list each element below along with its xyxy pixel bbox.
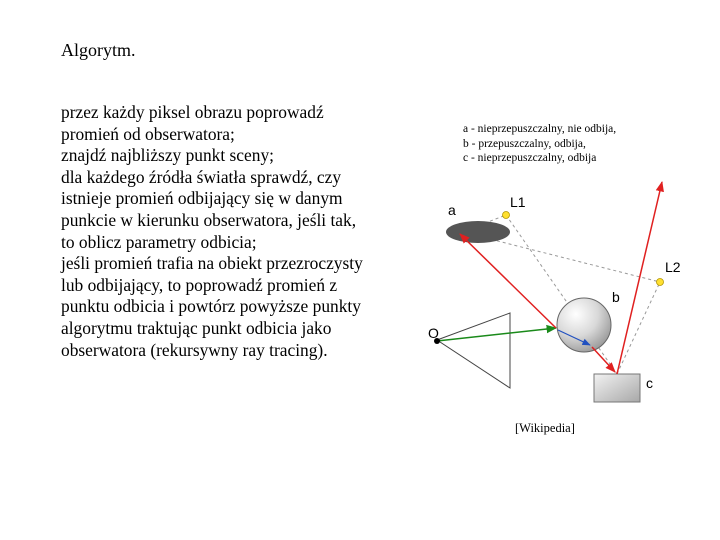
secondary-ray-to-c <box>592 347 615 372</box>
step-1-line-2: promień od obserwatora; <box>61 123 235 144</box>
reflected-ray-from-c <box>617 182 662 374</box>
source-citation: [Wikipedia] <box>515 421 575 435</box>
slide-title: Algorytm. <box>61 40 136 60</box>
label-c: c <box>646 375 653 391</box>
object-b-sphere <box>557 298 611 352</box>
step-3-line-4: to oblicz parametry odbicia; <box>61 231 257 252</box>
step-1-line-1: przez każdy piksel obrazu poprowadź <box>61 102 324 122</box>
primary-ray <box>437 328 556 341</box>
label-l1: L1 <box>510 194 526 210</box>
step-3-line-2: istnieje promień odbijający się w danym <box>61 188 343 209</box>
label-o: O <box>428 325 439 341</box>
label-b: b <box>612 289 620 305</box>
step-4-line-4: algorytmu traktując punkt odbicia jako <box>61 317 332 338</box>
step-2-line-1: znajdź najbliższy punkt sceny; <box>61 145 274 166</box>
step-4-line-1: jeśli promień trafia na obiekt przezroczysty <box>61 253 363 274</box>
shadow-ray-c-l2 <box>617 282 660 374</box>
step-3-line-1: dla każdego źródła światła sprawdź, czy <box>61 166 342 187</box>
step-4-line-2: lub odbijający, to poprowadź promień z <box>61 274 338 295</box>
light-source-l2 <box>657 279 664 286</box>
object-c-block <box>594 374 640 402</box>
step-4-line-3: punktu odbicia i powtórz powyższe punkty <box>61 296 361 317</box>
object-a-disc <box>446 221 510 243</box>
view-frustum <box>437 313 510 388</box>
label-a: a <box>448 202 456 218</box>
step-4-line-5: obserwatora (rekursywny ray tracing). <box>61 339 328 360</box>
label-l2: L2 <box>665 259 681 275</box>
legend-item-c: c - nieprzepuszczalny, odbija <box>463 152 597 165</box>
legend-item-b: b - przepuszczalny, odbija, <box>463 137 586 150</box>
legend-item-a: a - nieprzepuszczalny, nie odbija, <box>463 123 617 135</box>
light-source-l1 <box>503 212 510 219</box>
step-3-line-3: punkcie w kierunku obserwatora, jeśli tak, <box>61 209 357 230</box>
